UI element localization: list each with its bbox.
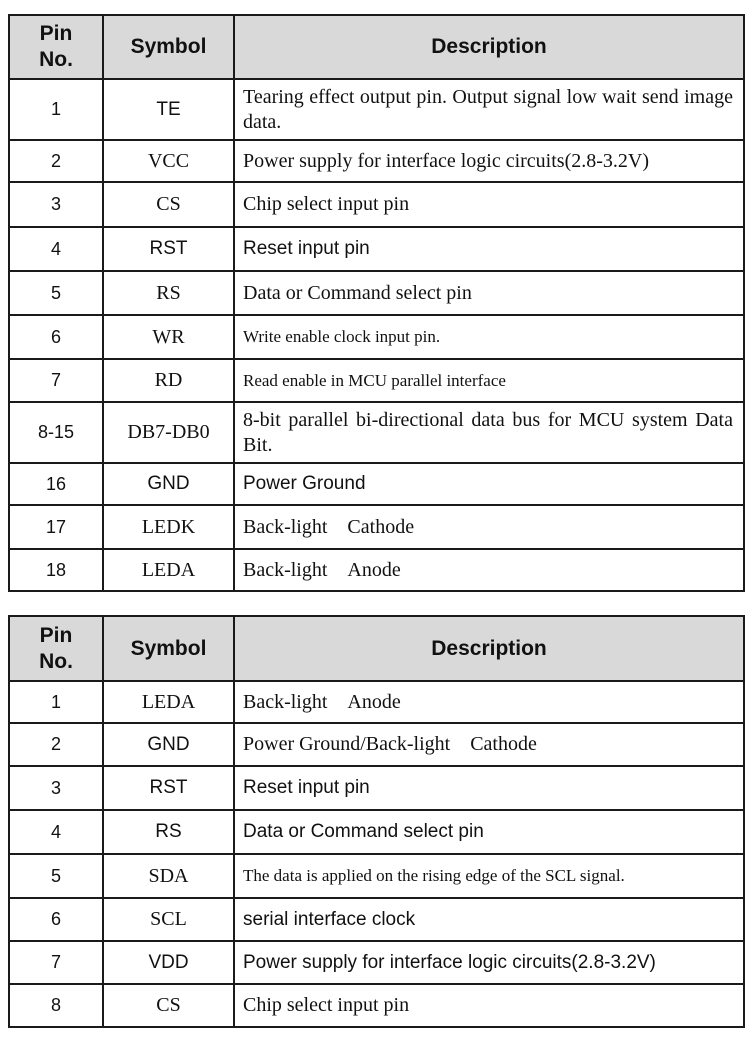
symbol-cell: WR (103, 315, 234, 359)
table-row (9, 315, 744, 359)
symbol-cell: GND (103, 723, 234, 766)
symbol-cell: RST (103, 227, 234, 271)
description-cell: Reset input pin (234, 227, 744, 271)
pin-cell: 3 (9, 766, 103, 810)
table-row (9, 182, 744, 227)
description-cell: Back-light Anode (234, 549, 744, 591)
symbol-cell: CS (103, 182, 234, 227)
description-cell: Power Ground/Back-light Cathode (234, 723, 744, 766)
table-row (9, 984, 744, 1027)
table-row (9, 681, 744, 723)
description-cell: Reset input pin (234, 766, 744, 810)
pin-cell: 7 (9, 941, 103, 984)
symbol-cell: VCC (103, 140, 234, 182)
table-row (9, 810, 744, 854)
symbol-cell: DB7-DB0 (103, 402, 234, 463)
symbol-cell: VDD (103, 941, 234, 984)
description-cell: Back-light Anode (234, 681, 744, 723)
pin-cell: 1 (9, 681, 103, 723)
symbol-cell: LEDA (103, 549, 234, 591)
pin-cell: 6 (9, 898, 103, 941)
description-cell: Power Ground (234, 463, 744, 505)
pin-table-serial (8, 615, 745, 1028)
description-cell: Power supply for interface logic circuits(2.8-3.2V) (234, 941, 744, 984)
table-row (9, 140, 744, 182)
table-row (9, 402, 744, 463)
table-row (9, 227, 744, 271)
table-row (9, 898, 744, 941)
description-cell: 8-bit parallel bi-directional data bus for MCU system Data Bit. (234, 402, 744, 463)
pin-cell: 17 (9, 505, 103, 549)
symbol-cell: GND (103, 463, 234, 505)
description-cell: Tearing effect output pin. Output signal low wait send image data. (234, 79, 744, 140)
pin-cell: 7 (9, 359, 103, 402)
header-symbol: Symbol (103, 616, 234, 681)
pin-cell: 6 (9, 315, 103, 359)
table-row (9, 271, 744, 315)
pin-cell: 2 (9, 723, 103, 766)
pin-cell: 3 (9, 182, 103, 227)
table-row (9, 941, 744, 984)
description-cell: Back-light Cathode (234, 505, 744, 549)
table-row (9, 766, 744, 810)
symbol-cell: CS (103, 984, 234, 1027)
symbol-cell: RS (103, 271, 234, 315)
symbol-cell: SDA (103, 854, 234, 898)
description-cell: Power supply for interface logic circuits(2.8-3.2V) (234, 140, 744, 182)
symbol-cell: TE (103, 79, 234, 140)
pin-cell: 18 (9, 549, 103, 591)
table-row (9, 549, 744, 591)
description-cell: Read enable in MCU parallel interface (234, 359, 744, 402)
header-pin: Pin No. (9, 15, 103, 79)
pin-cell: 8-15 (9, 402, 103, 463)
table-row (9, 505, 744, 549)
description-cell: Data or Command select pin (234, 271, 744, 315)
table-row (9, 723, 744, 766)
header-symbol: Symbol (103, 15, 234, 79)
pin-cell: 2 (9, 140, 103, 182)
symbol-cell: RD (103, 359, 234, 402)
description-cell: Data or Command select pin (234, 810, 744, 854)
description-cell: Chip select input pin (234, 984, 744, 1027)
description-cell: Chip select input pin (234, 182, 744, 227)
pin-cell: 1 (9, 79, 103, 140)
header-description: Description (234, 15, 744, 79)
pin-cell: 4 (9, 810, 103, 854)
symbol-cell: RST (103, 766, 234, 810)
table-row (9, 359, 744, 402)
header-row (9, 15, 744, 79)
table-row (9, 854, 744, 898)
pin-cell: 8 (9, 984, 103, 1027)
pin-table-parallel (8, 14, 745, 592)
header-pin: Pin No. (9, 616, 103, 681)
pin-cell: 5 (9, 854, 103, 898)
table-row (9, 79, 744, 140)
symbol-cell: LEDK (103, 505, 234, 549)
pin-cell: 4 (9, 227, 103, 271)
header-row (9, 616, 744, 681)
header-description: Description (234, 616, 744, 681)
pin-cell: 16 (9, 463, 103, 505)
description-cell: The data is applied on the rising edge of the SCL signal. (234, 854, 744, 898)
description-cell: serial interface clock (234, 898, 744, 941)
symbol-cell: SCL (103, 898, 234, 941)
pin-cell: 5 (9, 271, 103, 315)
symbol-cell: RS (103, 810, 234, 854)
symbol-cell: LEDA (103, 681, 234, 723)
table-row (9, 463, 744, 505)
description-cell: Write enable clock input pin. (234, 315, 744, 359)
